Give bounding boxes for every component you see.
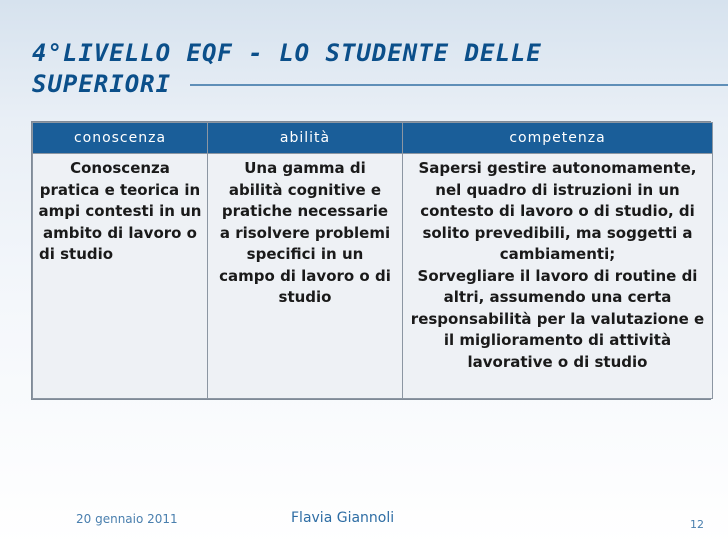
- table-header-row: [33, 123, 713, 154]
- cell-line: lavorative o di studio: [467, 352, 648, 371]
- cell-line: pratiche necessarie: [221, 202, 389, 220]
- header-abilita: abilità: [208, 123, 403, 154]
- cell-conoscenza: [33, 154, 208, 399]
- cell-line: cambiamenti;: [499, 245, 616, 263]
- cell-line: studio: [278, 288, 332, 306]
- cell-line: Conoscenza: [70, 159, 170, 177]
- cell-competenza: [403, 154, 713, 399]
- cell-line: nel quadro di istruzioni in un: [435, 180, 680, 199]
- cell-abilita: [208, 154, 403, 399]
- header-competenza: competenza: [403, 123, 713, 154]
- footer-author: Flavia Giannoli: [291, 510, 395, 526]
- slide-title: 4°LIVELLO EQF - LO STUDENTE DELLE SUPERIORI: [32, 39, 542, 98]
- cell-line: il miglioramento di attività: [443, 331, 672, 349]
- header-conoscenza: conoscenza: [33, 123, 208, 154]
- table-row: [33, 154, 713, 399]
- eqf-table-container: [31, 121, 711, 400]
- footer-date: 20 gennaio 2011: [76, 512, 178, 526]
- title-underline: [190, 84, 728, 86]
- cell-line: specifici in un: [246, 245, 364, 263]
- cell-line: ampi contesti in un: [38, 202, 202, 220]
- cell-line: contesto di lavoro o di studio, di: [420, 202, 695, 220]
- cell-line: a risolvere problemi: [219, 223, 391, 242]
- page-number: 12: [690, 518, 704, 531]
- cell-line: ambito di lavoro o: [42, 223, 197, 242]
- cell-line: campo di lavoro o di: [219, 266, 391, 285]
- cell-line: responsabilità per la valutazione e: [410, 309, 705, 328]
- cell-line: altri, assumendo una certa: [443, 288, 672, 306]
- eqf-table: [32, 122, 713, 399]
- cell-line: solito prevedibili, ma soggetti a: [422, 223, 693, 242]
- cell-line: pratica e teorica in: [39, 180, 201, 199]
- cell-line: Sorvegliare il lavoro di routine di: [417, 266, 698, 285]
- cell-line: di studio: [39, 245, 114, 263]
- cell-line: abilità cognitive e: [228, 180, 382, 199]
- cell-line: Sapersi gestire autonomamente,: [418, 159, 697, 177]
- cell-line: Una gamma di: [244, 159, 366, 177]
